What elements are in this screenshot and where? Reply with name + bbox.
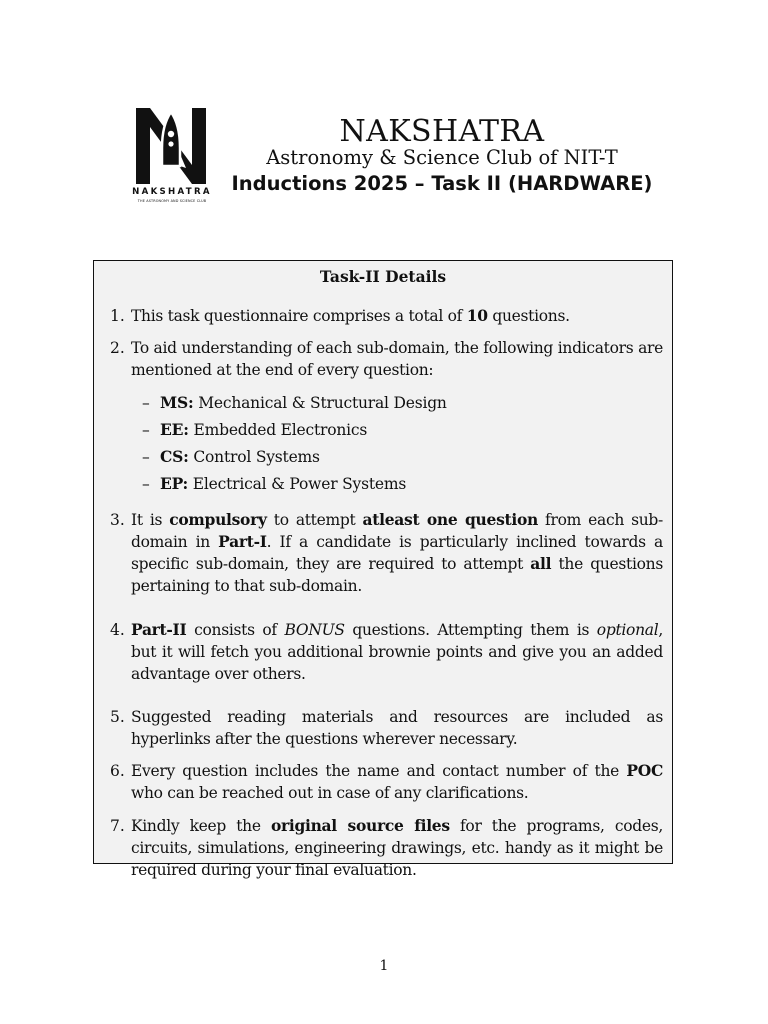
text-run: , but it will fetch you additional brownie points and give you an added advantage over others. [131, 621, 663, 683]
item-text [131, 760, 663, 804]
text-run: questions. [487, 307, 570, 325]
inductions-heading: Inductions 2025 – Task II (HARDWARE) [231, 172, 653, 195]
text-run: the questions pertaining to that sub-domain. [131, 555, 663, 595]
italic-text: BONUS [284, 621, 345, 639]
page-title: NAKSHATRA [339, 114, 545, 149]
club-subtitle: Astronomy & Science Club of NIT-T [266, 146, 618, 169]
indicator-code: MS: [160, 393, 194, 412]
club-logo [124, 104, 220, 208]
text-run: To aid understanding of each sub-domain, the following indicators are mentioned at the end of every question: [131, 339, 663, 379]
item-text [131, 706, 663, 750]
indicator-desc: Electrical & Power Systems [192, 475, 407, 493]
item-number: 6. [110, 762, 125, 780]
text-run: questions. Attempting them is [344, 621, 597, 639]
task-details-box [93, 260, 673, 879]
item-text [131, 337, 663, 381]
text-run: It is [131, 511, 170, 529]
bold-text: original source files [270, 816, 450, 835]
text-run: who can be reached out in case of any clarifications. [131, 784, 529, 802]
text-run: . If a candidate is particularly inclined towards a specific sub-domain, they are required to attempt [131, 533, 663, 573]
logo-wordmark: NAKSHATRA [132, 187, 212, 197]
item-number: 7. [110, 817, 125, 835]
indicator-desc: Control Systems [193, 448, 320, 466]
text-run: for the programs, codes, circuits, simulations, engineering drawings, etc. handy as it might be required during your final evaluation. [131, 817, 664, 879]
indicator-item: – CS: Control Systems [142, 447, 320, 466]
indicator-code: EP: [160, 474, 189, 493]
text-run: Every question includes the name and contact number of the [131, 762, 627, 780]
task-details-title: Task-II Details [319, 267, 447, 286]
italic-text: optional [596, 621, 659, 639]
item-number: 4. [110, 621, 125, 639]
text-run: consists of [186, 621, 285, 639]
bold-text: Part-I [218, 532, 267, 551]
bold-text: Part-II [131, 620, 187, 639]
indicator-item: – MS: Mechanical & Structural Design [142, 393, 447, 412]
bold-text: 10 [466, 306, 488, 325]
indicator-item: – EP: Electrical & Power Systems [142, 474, 407, 493]
text-run: Suggested reading materials and resources are included as hyperlinks after the questions wherever necessary. [131, 708, 663, 748]
indicator-desc: Mechanical & Structural Design [198, 394, 447, 412]
rocket-n-logo-icon [124, 104, 220, 188]
indicator-desc: Embedded Electronics [193, 421, 368, 439]
bold-text: atleast one question [362, 510, 538, 529]
indicator-code: CS: [160, 447, 189, 466]
logo-tagline: THE ASTRONOMY AND SCIENCE CLUB [137, 199, 207, 203]
item-text [131, 305, 663, 327]
indicator-code: EE: [160, 420, 189, 439]
bold-text: all [530, 554, 552, 573]
bold-text: POC [626, 761, 663, 780]
item-text [131, 619, 663, 685]
text-run: This task questionnaire comprises a total of [131, 307, 467, 325]
item-number: 5. [110, 708, 125, 726]
item-text [131, 815, 663, 881]
item-text [131, 509, 663, 597]
page-number: 1 [379, 958, 389, 974]
item-number: 3. [110, 511, 125, 529]
bold-text: compulsory [169, 510, 267, 529]
indicator-item: – EE: Embedded Electronics [142, 420, 368, 439]
text-run: from each sub-domain in [131, 511, 663, 551]
item-number: 2. [110, 339, 125, 357]
item-number: 1. [110, 307, 125, 325]
text-run: Kindly keep the [131, 817, 271, 835]
text-run: to attempt [266, 511, 363, 529]
